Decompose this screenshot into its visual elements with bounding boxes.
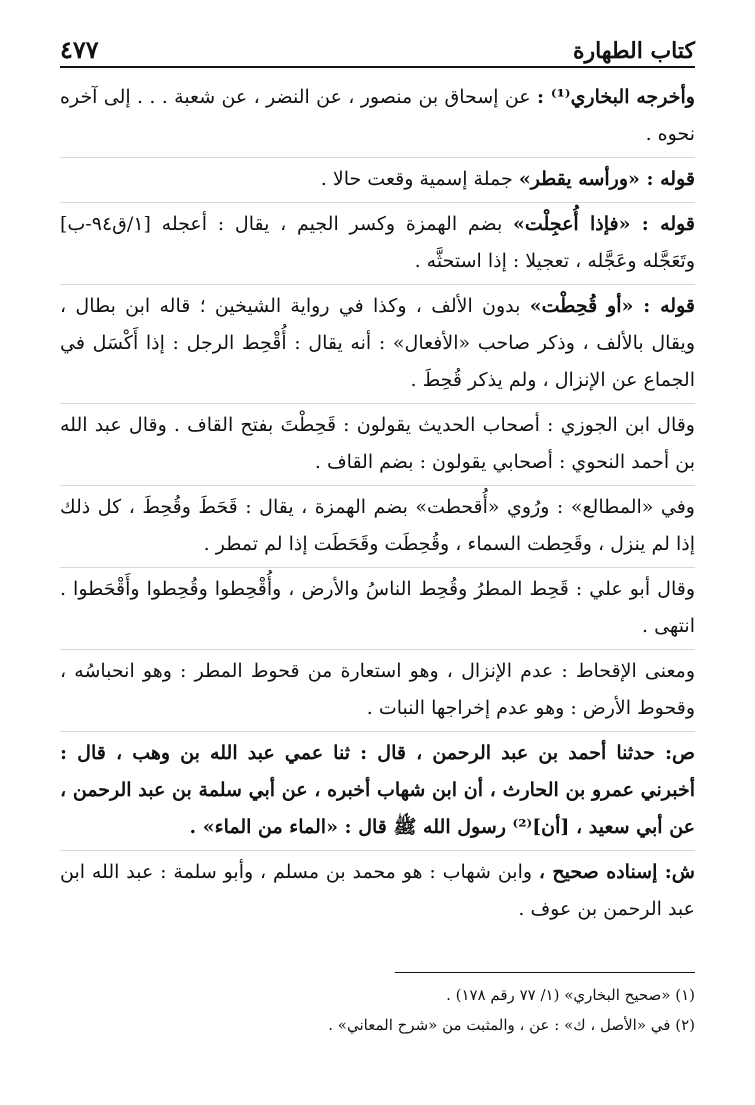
paragraph-text: بدون الألف ، وكذا في رواية الشيخين ؛ قاله ابن بطال ، ويقال بالألف ، وذكر صاحب «الأفعال» : أنه يقال : أُقْحِط الرجل : إذا أَكْسَل في الجماع عن الإنزال ، ولم يذكر قُحِطَ . — [60, 295, 695, 391]
paragraph-text: وفي «المطالع» : ورُوي «أُقحطت» بضم الهمزة ، يقال : قَحَطَ وقُحِطَ ، كل ذلك إذا لم ينزل ، وقَحِطت السماء ، وقُحِطَت وقَحَطَت إذا لم تمطر . — [60, 496, 695, 555]
header-rule — [60, 66, 695, 68]
footnote-rule — [395, 972, 695, 973]
paragraph-lead: قوله : «أو قُحِطْت» — [529, 295, 695, 317]
paragraph-lead: قوله : «ورأسه يقطر» — [518, 168, 695, 190]
paragraph — [60, 158, 695, 203]
paragraph-text: ومعنى الإقحاط : عدم الإنزال ، وهو استعارة من قحوط المطر : وهو انحباسُه ، وقحوط الأرض : وهو عدم إخراجها النبات . — [60, 660, 695, 719]
footnotes — [60, 980, 695, 1040]
paragraph-text: جملة إسمية وقعت حالا . — [320, 168, 513, 190]
paragraph-lead: وأخرجه البخاري⁽¹⁾ : — [537, 86, 695, 108]
page-header — [60, 28, 695, 64]
main-text — [60, 76, 695, 932]
paragraph — [60, 486, 695, 568]
running-title: كتاب الطهارة — [572, 38, 695, 64]
paragraph-lead: ش: إسناده صحيح ، — [538, 861, 695, 883]
paragraph — [60, 650, 695, 732]
page-number: ٤٧٧ — [60, 35, 99, 64]
paragraph — [60, 404, 695, 486]
paragraph-text: وقال أبو علي : قَحِط المطرُ وقُحِط الناسُ والأرض ، وأُقْحِطوا وقُحِطوا وأَقْحَطوا . انتهى . — [60, 578, 695, 637]
paragraph — [60, 203, 695, 285]
paragraph-text: وابن شهاب : هو محمد بن مسلم ، وأبو سلمة : عبد الله ابن عبد الرحمن بن عوف . — [60, 861, 695, 920]
hadith-paragraph — [60, 732, 695, 851]
paragraph-text: بضم الهمزة وكسر الجيم ، يقال : أعجله [١/ق٩٤-ب] وتَعَجَّله وعَجَّله ، تعجيلا : إذا استحثَّه . — [60, 213, 695, 272]
paragraph — [60, 568, 695, 650]
paragraph-lead: قوله : «فإذا أُعجِلْت» — [513, 213, 696, 235]
paragraph-text: وقال ابن الجوزي : أصحاب الحديث يقولون : قَحِطْتَ بفتح القاف . وقال عبد الله بن أحمد النحوي : أصحابي يقولون : بضم القاف . — [60, 414, 695, 473]
paragraph — [60, 285, 695, 404]
footnote: (٢) في «الأصل ، ك» : عن ، والمثبت من «شرح المعاني» . — [328, 1016, 695, 1034]
paragraph — [60, 76, 695, 158]
paragraph-text: ص: حدثنا أحمد بن عبد الرحمن ، قال : ثنا عمي عبد الله بن وهب ، قال : أخبرني عمرو بن الحارث ، أن ابن شهاب أخبره ، عن أبي سلمة بن عبد الرحمن ، عن أبي سعيد ، [أن]⁽²⁾ رسول الله ﷺ قال : «الماء من الماء» . — [60, 742, 695, 838]
footnote: (١) «صحيح البخاري» (١/ ٧٧ رقم ١٧٨) . — [446, 986, 695, 1004]
paragraph — [60, 851, 695, 932]
paragraph-text: عن إسحاق بن منصور ، عن النضر ، عن شعبة . . . إلى آخره نحوه . — [60, 86, 695, 145]
